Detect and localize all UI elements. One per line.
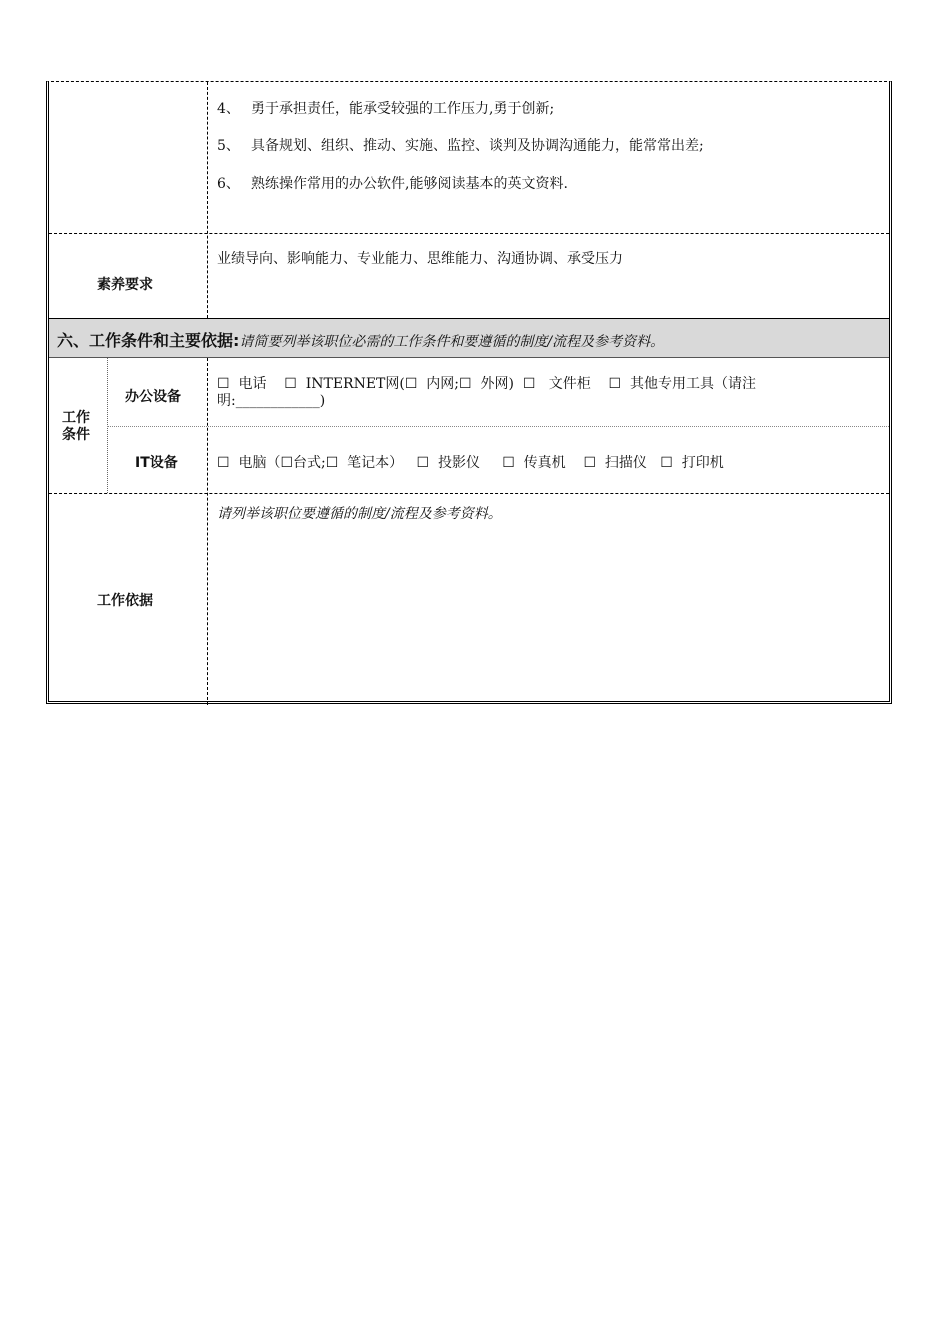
- office-options-line1: ☐ 电话 ☐ INTERNET网(☐ 内网;☐ 外网) ☐ 文件柜 ☐ 其他专用工具（请注: [217, 376, 756, 392]
- section-title-text: 六、工作条件和主要依据:: [57, 331, 240, 350]
- it-equipment-label: IT设备: [135, 455, 178, 471]
- quality-text: 业绩导向、影响能力、专业能力、思维能力、沟通协调、承受压力: [217, 251, 623, 267]
- requirement-num: 6、: [217, 176, 240, 192]
- conditions-label-line2: 条件: [62, 427, 90, 443]
- row-divider: [49, 233, 889, 234]
- requirement-item-5: [217, 137, 704, 155]
- office-options-line2: 明:____________): [217, 393, 326, 409]
- requirement-item-4: [217, 100, 554, 118]
- section-title: [57, 328, 664, 351]
- job-description-table: [46, 81, 892, 704]
- row-divider-basis: [49, 493, 889, 494]
- row-divider-inner: [107, 426, 889, 427]
- section-header-bar: [49, 318, 889, 358]
- conditions-group-label: [62, 410, 90, 444]
- work-basis-note: 请列举该职位要遵循的制度/流程及参考资料。: [217, 506, 502, 522]
- work-basis-label: 工作依据: [97, 593, 153, 609]
- requirement-num: 4、: [217, 101, 240, 117]
- requirement-text: 勇于承担责任，能承受较强的工作压力,勇于创新;: [251, 101, 555, 117]
- requirement-text: 具备规划、组织、推动、实施、监控、谈判及协调沟通能力，能常常出差;: [251, 138, 704, 154]
- column-divider-top: [207, 82, 208, 318]
- it-equipment-options: ☐ 电脑（☐台式;☐ 笔记本） ☐ 投影仪 ☐ 传真机 ☐ 扫描仪 ☐ 打印机: [217, 455, 724, 471]
- requirement-num: 5、: [217, 138, 240, 154]
- section-note: 请简要列举该职位必需的工作条件和要遵循的制度/流程及参考资料。: [239, 334, 665, 350]
- column-divider-bottom: [207, 358, 208, 705]
- conditions-label-line1: 工作: [62, 410, 90, 426]
- office-equipment-label: 办公设备: [125, 389, 181, 405]
- office-equipment-options: [217, 376, 756, 410]
- requirement-item-6: [217, 175, 568, 193]
- requirement-text: 熟练操作常用的办公软件,能够阅读基本的英文资料.: [251, 176, 568, 192]
- quality-label: 素养要求: [97, 277, 153, 293]
